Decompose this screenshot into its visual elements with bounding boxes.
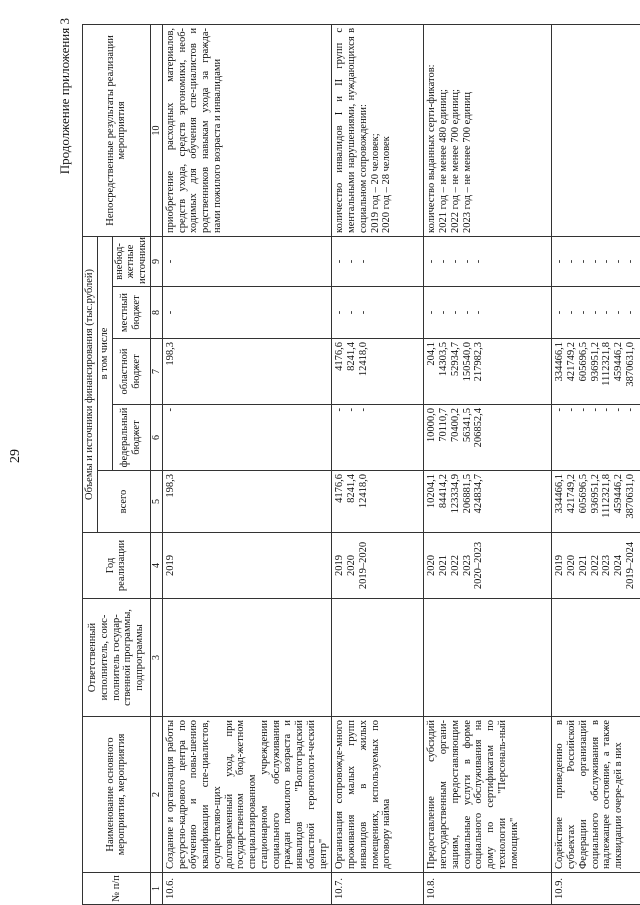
- column-index: 1: [150, 873, 162, 905]
- offbudget-cell: [162, 236, 332, 286]
- offbudget-value: -: [473, 259, 485, 264]
- regional-value: 605696,5: [577, 342, 589, 382]
- offbudget-value: -: [346, 259, 358, 264]
- regional-cell: [332, 339, 424, 405]
- federal-value: 56341,5: [461, 408, 473, 443]
- appendix-caption: Продолжение приложения 3: [57, 18, 72, 175]
- regional-value: 12418,0: [357, 342, 369, 377]
- column-index: 7: [150, 339, 162, 405]
- total-value: 334466,1: [554, 474, 566, 514]
- rotated-page: [48, 0, 636, 905]
- local-value: -: [426, 310, 438, 315]
- local-cell: [552, 287, 640, 339]
- year-value: 2021: [577, 555, 589, 576]
- local-value: -: [613, 310, 625, 315]
- total-value: 936951,2: [589, 474, 601, 514]
- table-row: [162, 24, 332, 904]
- offbudget-cell: [332, 236, 424, 286]
- offbudget-value: -: [577, 259, 589, 264]
- total-cell: [332, 471, 424, 533]
- federal-value: -: [624, 408, 636, 412]
- result-cell: [424, 24, 552, 236]
- column-index: 9: [150, 236, 162, 286]
- table-row: [332, 24, 424, 904]
- year-value: 2020: [566, 555, 578, 576]
- offbudget-value: -: [334, 259, 346, 264]
- header-federal: федеральный бюджет: [112, 405, 150, 471]
- result-line: 2019 год – 20 человек;: [369, 133, 381, 233]
- local-value: -: [357, 310, 369, 315]
- regional-value: 3870631,0: [624, 342, 636, 387]
- header-year: Год реализации: [83, 533, 151, 599]
- header-offbudget: внебюд-жетные источники: [112, 236, 150, 286]
- year-value: 2022: [589, 555, 601, 576]
- offbudget-value: -: [164, 259, 176, 264]
- year-value: 2020: [426, 555, 438, 576]
- total-value: 605696,5: [577, 474, 589, 514]
- federal-value: -: [613, 408, 625, 412]
- regional-cell: [552, 339, 640, 405]
- header-funding: Объемы и источники финансирования (тыс.рублей): [83, 236, 98, 532]
- total-value: 123334,9: [449, 474, 461, 514]
- measure-name: Предоставление субсидий негосударственным органи-зациям, предоставляющим социальные услуги в форме социального обслуживания на дому по сертификатам по технологии "Персональ-ный помощник": [424, 717, 552, 873]
- regional-value: 8241,4: [346, 342, 358, 371]
- regional-cell: [424, 339, 552, 405]
- year-value: 2020–2023: [473, 541, 485, 590]
- row-number: 10.8.: [424, 873, 552, 905]
- header-result: Непосредственные результаты реализации мероприятия: [83, 24, 151, 236]
- result-cell: [552, 24, 640, 236]
- regional-cell: [162, 339, 332, 405]
- offbudget-value: -: [554, 259, 566, 264]
- total-cell: [162, 471, 332, 533]
- column-index: 4: [150, 533, 162, 599]
- total-value: 4176,6: [334, 474, 346, 503]
- total-cell: [552, 471, 640, 533]
- local-value: -: [601, 310, 613, 315]
- header-num: № п/п: [83, 873, 151, 905]
- year-value: 2019: [334, 555, 346, 576]
- year-value: 2023: [461, 555, 473, 576]
- local-cell: [424, 287, 552, 339]
- row-number: 10.7.: [332, 873, 424, 905]
- column-index: 10: [150, 24, 162, 236]
- header-incl: в том числе: [97, 236, 112, 470]
- total-value: 10204,1: [426, 474, 438, 509]
- result-cell: [332, 24, 424, 236]
- measure-name: Создание и организация работы ресурсно-кадрового центра по обучению и повы-шению квалификации спе-циалистов, осуществляю-щих долговременный уход, при государственном бюд-жетном специализированном стационарном учреждении социального обслуживания граждан пожилого возраста и инвалидов "Волгоградский областной геронтологи-ческий центр": [162, 717, 332, 873]
- executor-cell: [332, 599, 424, 717]
- table-row: [552, 24, 640, 904]
- local-value: -: [589, 310, 601, 315]
- offbudget-value: -: [438, 259, 450, 264]
- table-row: [424, 24, 552, 904]
- offbudget-value: -: [357, 259, 369, 264]
- page-number-area: [0, 0, 30, 905]
- year-value: 2024: [613, 555, 625, 576]
- offbudget-value: -: [613, 259, 625, 264]
- total-value: 84414,2: [438, 474, 450, 509]
- measure-name: Организация сопровожде-много проживания малых групп инвалидов в жилых помещениях, используемых по договору найма: [332, 717, 424, 873]
- local-value: -: [461, 310, 473, 315]
- row-number: 10.6.: [162, 873, 332, 905]
- result-line: 2023 год – не менее 700 единиц: [461, 91, 473, 233]
- total-value: 12418,0: [357, 474, 369, 509]
- years-cell: [424, 533, 552, 599]
- result-text: количество инвалидов I и II групп с ментальными нарушениями, нуждающихся в социальном сопровождении:: [334, 27, 369, 233]
- total-value: 206881,5: [461, 474, 473, 514]
- offbudget-value: -: [449, 259, 461, 264]
- header-name: Наименование основного мероприятия, мероприятия: [83, 717, 151, 873]
- local-value: -: [346, 310, 358, 315]
- regional-value: 4176,6: [334, 342, 346, 371]
- result-line: 2020 год – 28 человек: [381, 136, 393, 233]
- federal-value: 70400,2: [449, 408, 461, 443]
- total-value: 1112321,8: [601, 474, 613, 518]
- local-value: -: [449, 310, 461, 315]
- offbudget-value: -: [589, 259, 601, 264]
- local-value: -: [334, 310, 346, 315]
- federal-value: -: [566, 408, 578, 412]
- column-index: 8: [150, 287, 162, 339]
- regional-value: 14303,5: [438, 342, 450, 377]
- year-value: 2021: [438, 555, 450, 576]
- year-value: 2019: [164, 555, 176, 576]
- executor-cell: [424, 599, 552, 717]
- result-cell: [162, 24, 332, 236]
- total-cell: [424, 471, 552, 533]
- column-index: 2: [150, 717, 162, 873]
- offbudget-value: -: [601, 259, 613, 264]
- federal-cell: [552, 405, 640, 471]
- local-value: -: [566, 310, 578, 315]
- year-value: 2022: [449, 555, 461, 576]
- regional-value: 459446,2: [613, 342, 625, 382]
- executor-cell: [162, 599, 332, 717]
- header-local: местный бюджет: [112, 287, 150, 339]
- result-line: 2021 год – не менее 480 единиц;: [438, 89, 450, 233]
- year-value: 2019–2020: [357, 541, 369, 590]
- result-text: приобретение расходных материалов, средств ухода, средств эргономики, необ-ходимых для обучения спе-циалистов и родственников навыкам ухода за гражда-нами пожилого возраста и инвалидами: [164, 27, 223, 233]
- regional-value: 52934,7: [449, 342, 461, 377]
- result-line: 2022 год – не менее 700 единиц;: [449, 89, 461, 233]
- document-sheet: [48, 0, 636, 905]
- offbudget-value: -: [426, 259, 438, 264]
- total-value: 424834,7: [473, 474, 485, 514]
- table-body: [162, 24, 640, 904]
- local-value: -: [577, 310, 589, 315]
- local-value: -: [554, 310, 566, 315]
- years-cell: [162, 533, 332, 599]
- federal-value: -: [601, 408, 613, 412]
- row-number: 10.9.: [552, 873, 640, 905]
- column-index: 5: [150, 471, 162, 533]
- years-cell: [552, 533, 640, 599]
- regional-value: 936951,2: [589, 342, 601, 382]
- column-index: 3: [150, 599, 162, 717]
- local-value: -: [624, 310, 636, 315]
- years-cell: [332, 533, 424, 599]
- federal-value: 10000,0: [426, 408, 438, 443]
- regional-value: 421749,2: [566, 342, 578, 382]
- total-value: 8241,4: [346, 474, 358, 503]
- regional-value: 150540,0: [461, 342, 473, 382]
- table-header: [83, 24, 163, 904]
- column-index: 6: [150, 405, 162, 471]
- local-value: -: [473, 310, 485, 315]
- regional-value: 198,3: [164, 342, 176, 366]
- header-regional: областной бюджет: [112, 339, 150, 405]
- total-value: 459446,2: [613, 474, 625, 514]
- federal-value: -: [577, 408, 589, 412]
- federal-value: -: [554, 408, 566, 412]
- local-value: -: [164, 310, 176, 315]
- regional-value: 204,1: [426, 342, 438, 366]
- total-value: 198,3: [164, 474, 176, 498]
- header-total: всего: [97, 471, 150, 533]
- federal-value: -: [164, 408, 176, 412]
- year-value: 2020: [346, 555, 358, 576]
- federal-cell: [332, 405, 424, 471]
- year-value: 2019: [554, 555, 566, 576]
- offbudget-value: -: [461, 259, 473, 264]
- year-value: 2019–2024: [624, 541, 636, 590]
- local-cell: [332, 287, 424, 339]
- column-index-row: [150, 24, 162, 904]
- federal-value: -: [357, 408, 369, 412]
- federal-cell: [162, 405, 332, 471]
- federal-value: -: [589, 408, 601, 412]
- federal-cell: [424, 405, 552, 471]
- regional-value: 217982,3: [473, 342, 485, 382]
- regional-value: 1112321,8: [601, 342, 613, 386]
- page-number: 29: [8, 449, 23, 463]
- total-value: 3870631,0: [624, 474, 636, 519]
- year-value: 2023: [601, 555, 613, 576]
- federal-value: 206852,4: [473, 408, 485, 448]
- local-value: -: [438, 310, 450, 315]
- federal-value: -: [346, 408, 358, 412]
- executor-cell: [552, 599, 640, 717]
- offbudget-cell: [552, 236, 640, 286]
- measures-table: [82, 24, 640, 905]
- header-executor: Ответственный исполнитель, соис-полнитель государ-ственной программы, подпрограммы: [83, 599, 151, 717]
- offbudget-cell: [424, 236, 552, 286]
- result-text: количество выданных серти-фикатов:: [426, 64, 438, 233]
- offbudget-value: -: [624, 259, 636, 264]
- offbudget-value: -: [566, 259, 578, 264]
- regional-value: 334466,1: [554, 342, 566, 382]
- total-value: 421749,2: [566, 474, 578, 514]
- measure-name: Содействие приведению в субъектах Российской Федерации организаций социального обслуживания в надлежащее состояние, а также ликвидации очере-дей в них: [552, 717, 640, 873]
- federal-value: -: [334, 408, 346, 412]
- federal-value: 70110,7: [438, 408, 450, 442]
- local-cell: [162, 287, 332, 339]
